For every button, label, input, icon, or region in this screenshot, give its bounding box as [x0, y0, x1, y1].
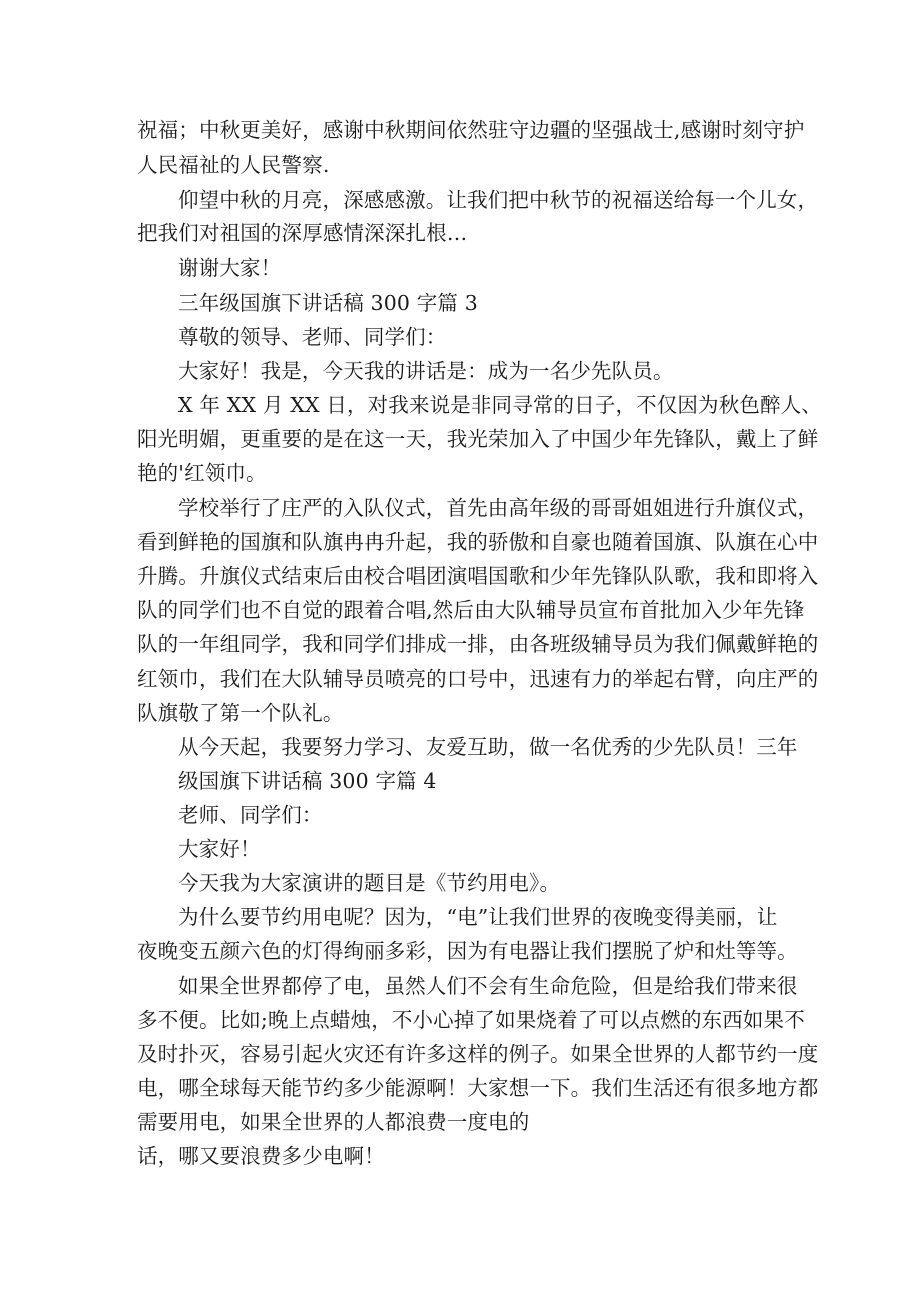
text-line: 谢谢大家！	[178, 256, 282, 280]
section-heading: 三年级国旗下讲话稿 300 字篇 3	[178, 291, 478, 315]
text-line: 学校举行了庄严的入队仪式，首先由高年级的哥哥姐姐进行升旗仪式，	[178, 496, 819, 520]
text-line: 老师、同学们：	[178, 803, 323, 827]
text-line: 大家好！我是，今天我的讲话是：成为一名少先队员。	[178, 359, 674, 383]
text-line: 尊敬的领导、老师、同学们：	[178, 325, 447, 349]
text-line: 仰望中秋的月亮，深感感激。让我们把中秋节的祝福送给每一个儿女，	[178, 188, 819, 212]
text-line: 红领巾，我们在大队辅导员喷亮的口号中，迅速有力的举起右臂，向庄严的	[137, 667, 819, 691]
text-line: 多不便。比如;晚上点蜡烛，不小心掉了如果烧着了可以点燃的东西如果不	[137, 1008, 805, 1032]
text-line: 队旗敬了第一个队礼。	[137, 701, 344, 725]
text-line: 大家好！	[178, 837, 261, 861]
text-line: X 年 XX 月 XX 日，对我来说是非同寻常的日子，不仅因为秋色醉人、	[178, 393, 822, 417]
text-line: 及时扑灭，容易引起火灾还有许多这样的例子。如果全世界的人都节约一度	[137, 1042, 819, 1066]
section-heading: 级国旗下讲话稿 300 字篇 4	[178, 769, 437, 793]
text-line: 人民福祉的人民警察.	[137, 153, 330, 177]
text-line: 队的一年组同学，我和同学们排成一排，由各班级辅导员为我们佩戴鲜艳的	[137, 632, 819, 656]
text-line: 看到鲜艳的国旗和队旗冉冉升起，我的骄傲和自豪也随着国旗、队旗在心中	[137, 530, 819, 554]
text-line: 把我们对祖国的深厚感情深深扎根…	[137, 221, 468, 245]
text-line: 为什么要节约用电呢？因为，“电”让我们世界的夜晚变得美丽，让	[178, 905, 778, 929]
text-line: 需要用电，如果全世界的人都浪费一度电的	[137, 1110, 530, 1134]
text-line: 夜晚变五颜六色的灯得绚丽多彩，因为有电器让我们摆脱了炉和灶等等。	[137, 939, 798, 963]
text-line: 祝福；中秋更美好，感谢中秋期间依然驻守边疆的坚强战士,感谢时刻守护	[137, 118, 805, 142]
text-line: 从今天起，我要努力学习、友爱互助，做一名优秀的少先队员！三年	[178, 735, 798, 759]
text-line: 升腾。升旗仪式结束后由校合唱团演唱国歌和少年先锋队队歌，我和即将入	[137, 564, 819, 588]
text-line: 话，哪又要浪费多少电啊！	[137, 1144, 385, 1168]
text-line: 如果全世界都停了电，虽然人们不会有生命危险，但是给我们带来很	[178, 974, 798, 998]
text-line: 今天我为大家演讲的题目是《节约用电》。	[178, 871, 561, 895]
text-line: 艳的'红领巾。	[137, 461, 267, 485]
text-line: 电，哪全球每天能节约多少能源啊！大家想一下。我们生活还有很多地方都	[137, 1076, 819, 1100]
text-line: 队的同学们也不自觉的跟着合唱,然后由大队辅导员宣布首批加入少年先锋	[137, 598, 805, 622]
text-line: 阳光明媚，更重要的是在这一天，我光荣加入了中国少年先锋队，戴上了鲜	[137, 427, 819, 451]
